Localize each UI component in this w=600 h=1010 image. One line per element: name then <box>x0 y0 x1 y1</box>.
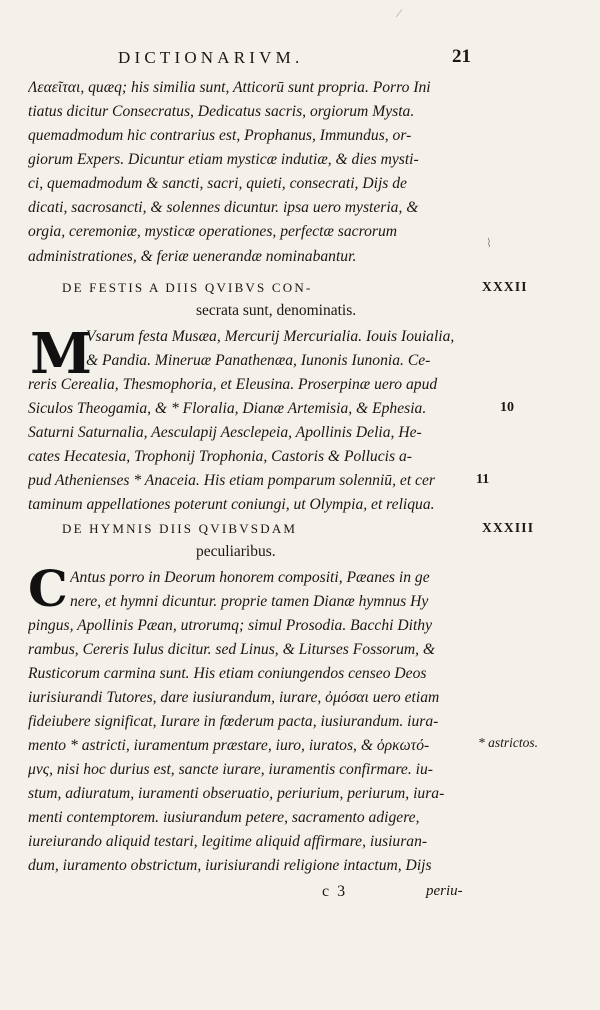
catchword: periu- <box>426 883 463 899</box>
text-line: μνς, nisi hoc durius est, sancte iurare, iuramentis confirmare. iu- <box>28 761 433 778</box>
paper-mark: ⁄ <box>398 6 401 20</box>
margin-number: 11 <box>476 472 490 487</box>
text-line: dicati, sacrosancti, & solennes dicuntur. ipsa uero mysteria, & <box>28 199 419 216</box>
text-line: Vsarum festa Musæa, Mercurij Mercurialia. Iouis Iouialia, <box>86 328 455 345</box>
margin-number: 10 <box>500 400 514 415</box>
text-line: quemadmodum hic contrarius est, Prophanus, Immundus, or- <box>28 127 412 144</box>
text-line: pud Athenienses * Anaceia. His etiam pomparum solenniū, et cer <box>28 472 435 489</box>
text-line: Rusticorum carmina sunt. His etiam coniungendos censeo Deos <box>28 665 427 682</box>
section-heading-continuation: secrata sunt, denominatis. <box>196 302 357 319</box>
margin-note: * astrictos. <box>478 735 539 750</box>
section-heading-continuation: peculiaribus. <box>196 543 276 560</box>
text-line: taminum appellationes poterunt coniungi, ut Olympia, et reliqua. <box>28 496 435 513</box>
drop-capital: C <box>28 559 68 618</box>
text-line: orgia, ceremoniæ, mysticæ operationes, perfectæ sacrorum <box>28 223 398 240</box>
chapter-number: XXXII <box>482 279 528 294</box>
text-line: administrationes, & feriæ uenerandæ nominabantur. <box>28 248 357 265</box>
section-heading: DE FESTIS A DIIS QVIBVS CON- <box>62 280 313 295</box>
text-line: iureiurando aliquid testari, legitime aliquid affirmare, iusiuran- <box>28 833 428 850</box>
text-line: rambus, Cereris Iulus dicitur. sed Linus, & Liturses Fossorum, & <box>28 641 436 658</box>
text-line: ci, quemadmodum & sancti, sacri, quieti, consecrati, Dijs de <box>28 175 407 192</box>
running-title: DICTIONARIVM. <box>118 48 304 67</box>
text-line: cates Hecatesia, Trophonij Trophonia, Castoris & Pollucis a- <box>28 448 412 465</box>
text-line: giorum Expers. Dicuntur etiam mysticæ indutiæ, & dies mysti- <box>28 151 419 168</box>
text-line: nere, et hymni dicuntur. proprie tamen Dianæ hymnus Hy <box>70 593 429 610</box>
section-heading: DE HYMNIS DIIS QVIBVSDAM <box>62 521 298 536</box>
text-line: & Pandia. Mineruæ Panathenæa, Iunonis Iunonia. Ce- <box>86 352 431 369</box>
text-line: pingus, Apollinis Pæan, utrorumq; simul Prosodia. Bacchi Dithy <box>28 617 432 634</box>
text-line: mento * astricti, iuramentum præstare, iuro, iuratos, & ὁρκωτό- <box>28 737 430 754</box>
page-number: 21 <box>452 46 471 67</box>
signature-mark: c 3 <box>322 883 346 900</box>
text-line: Siculos Theogamia, & * Floralia, Dianæ Artemisia, & Ephesia. <box>28 400 427 417</box>
paper-mark: ⌇ <box>486 236 492 250</box>
text-line: iurisiurandi Tutores, dare iusiurandum, iurare, ὀμόσαι uero etiam <box>28 689 440 706</box>
text-line: dum, iuramento obstrictum, iurisiurandi religione intactum, Dijs <box>28 857 432 874</box>
text-line: Saturni Saturnalia, Aesculapij Aesclepeia, Apollinis Delia, He- <box>28 424 422 441</box>
text-line: fideiubere significat, Iurare in fœderum pacta, iusiurandum. iura- <box>28 713 439 730</box>
text-line: menti contemptorem. iusiurandum petere, sacramento adigere, <box>28 809 420 826</box>
text-line: reris Cerealia, Thesmophoria, et Eleusina. Proserpinæ uero apud <box>28 376 438 393</box>
text-line: Antus porro in Deorum honorem compositi, Pæanes in ge <box>70 569 430 586</box>
text-line: Λεαεῖται, quæq; his similia sunt, Atticorū sunt propria. Porro Ini <box>28 79 431 96</box>
text-line: stum, adiuratum, iuramenti obseruatio, periurium, periurum, iura- <box>28 785 445 802</box>
chapter-number: XXXIII <box>482 520 535 535</box>
drop-capital: M <box>30 321 92 387</box>
text-line: tiatus dicitur Consecratus, Dedicatus sacris, orgiorum Mysta. <box>28 103 415 120</box>
